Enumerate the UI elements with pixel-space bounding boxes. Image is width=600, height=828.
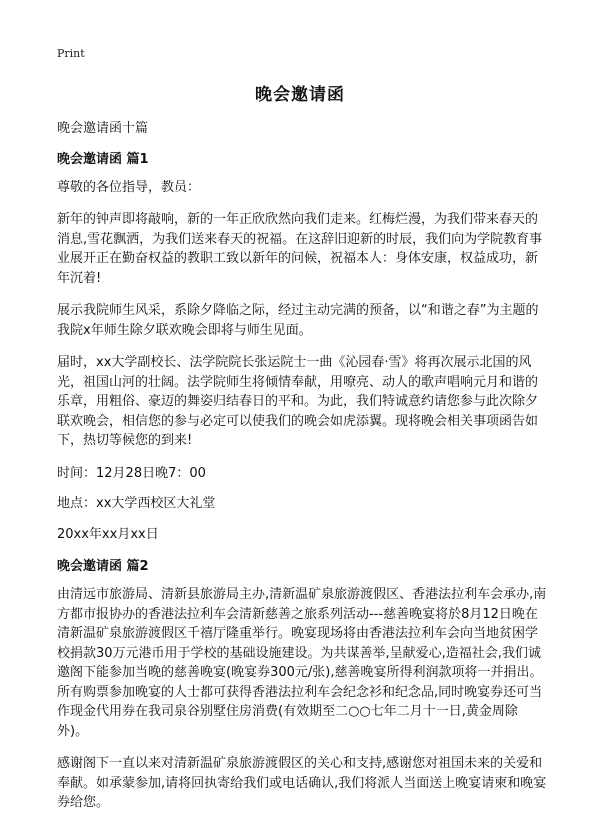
section-1-paragraph-3: 届时，xx大学副校长、法学院院长张运院士一曲《沁园春·雪》将再次展示北国的风光，祖国山河的壮阔。法学院师生将倾情奉献，用嘹亮、动人的歌声唱响元月和谐的乐章，用粗俗、豪迈的舞姿归结春日的平和。为此，我们特诚意约请您参与此次除夕联欢晚会，相信您的参与必定可以使我们的晚会如虎添翼。现将晚会相关事项函告如下，热切等候您的到来! (57, 355, 539, 448)
section-2-paragraph-2: 感谢阁下一直以来对清新温矿泉旅游渡假区的关心和支持,感谢您对祖国未来的关爱和奉献。如承蒙参加,请将回执寄给我们或电话确认,我们将派人当面送上晚宴请柬和晚宴券给您。 (57, 756, 547, 810)
section-1-salutation: 尊敬的各位指导，教员： (57, 179, 201, 195)
section-1-paragraph-2: 展示我院师生风采，系除夕降临之际，经过主动完满的预备，以“和谐之春”为主题的我院x年师生除夕联欢晚会即将与师生见面。 (57, 303, 539, 338)
event-time: 时间：12月28日晚7：00 (57, 465, 206, 481)
section-1-heading: 晚会邀请函 篇1 (57, 151, 149, 167)
event-place: 地点：xx大学西校区大礼堂 (57, 496, 216, 511)
print-label[interactable]: Print (57, 47, 85, 60)
document-body (57, 119, 547, 826)
section-2-paragraph-1: 由清远市旅游局、清新县旅游局主办,清新温矿泉旅游渡假区、香港法拉利车会承办,南方都市报协办的香港法拉利车会清新慈善之旅系列活动---慈善晚宴将於8月12日晚在清新温矿泉旅游渡假区千禧厅隆重举行。晚宴现场将由香港法拉利车会向当地贫困学校捐款30万元港币用于学校的基础设施建设。为共谋善举,呈献爱心,造福社会,我们诚邀阁下能参加当晚的慈善晚宴(晚宴券300元/张),慈善晚宴所得利润款项将一并捐出。所有购票参加晚宴的人士都可获得香港法拉利车会纪念衫和纪念品,同时晚宴券还可当作现金代用券在我司泉谷别墅住房消费(有效期至二○○七年二月十一日,黄金周除外)。 (57, 587, 547, 739)
document-subtitle: 晚会邀请函十篇 (57, 121, 149, 136)
page-title: 晚会邀请函 (255, 85, 345, 105)
section-1-paragraph-1: 新年的钟声即将敲响，新的一年正欣欣然向我们走来。红梅烂漫，为我们带来春天的消息,雪花飘洒，为我们送来春天的祝福。在这辞旧迎新的时辰，我们向为学院教育事业展开正在勤奋权益的教职工致以新年的问候，祝福本人：身体安康，权益成功，新年沉着! (57, 212, 543, 286)
letter-date: 20xx年xx月xx日 (57, 526, 159, 542)
section-2-heading: 晚会邀请函 篇2 (57, 559, 149, 574)
